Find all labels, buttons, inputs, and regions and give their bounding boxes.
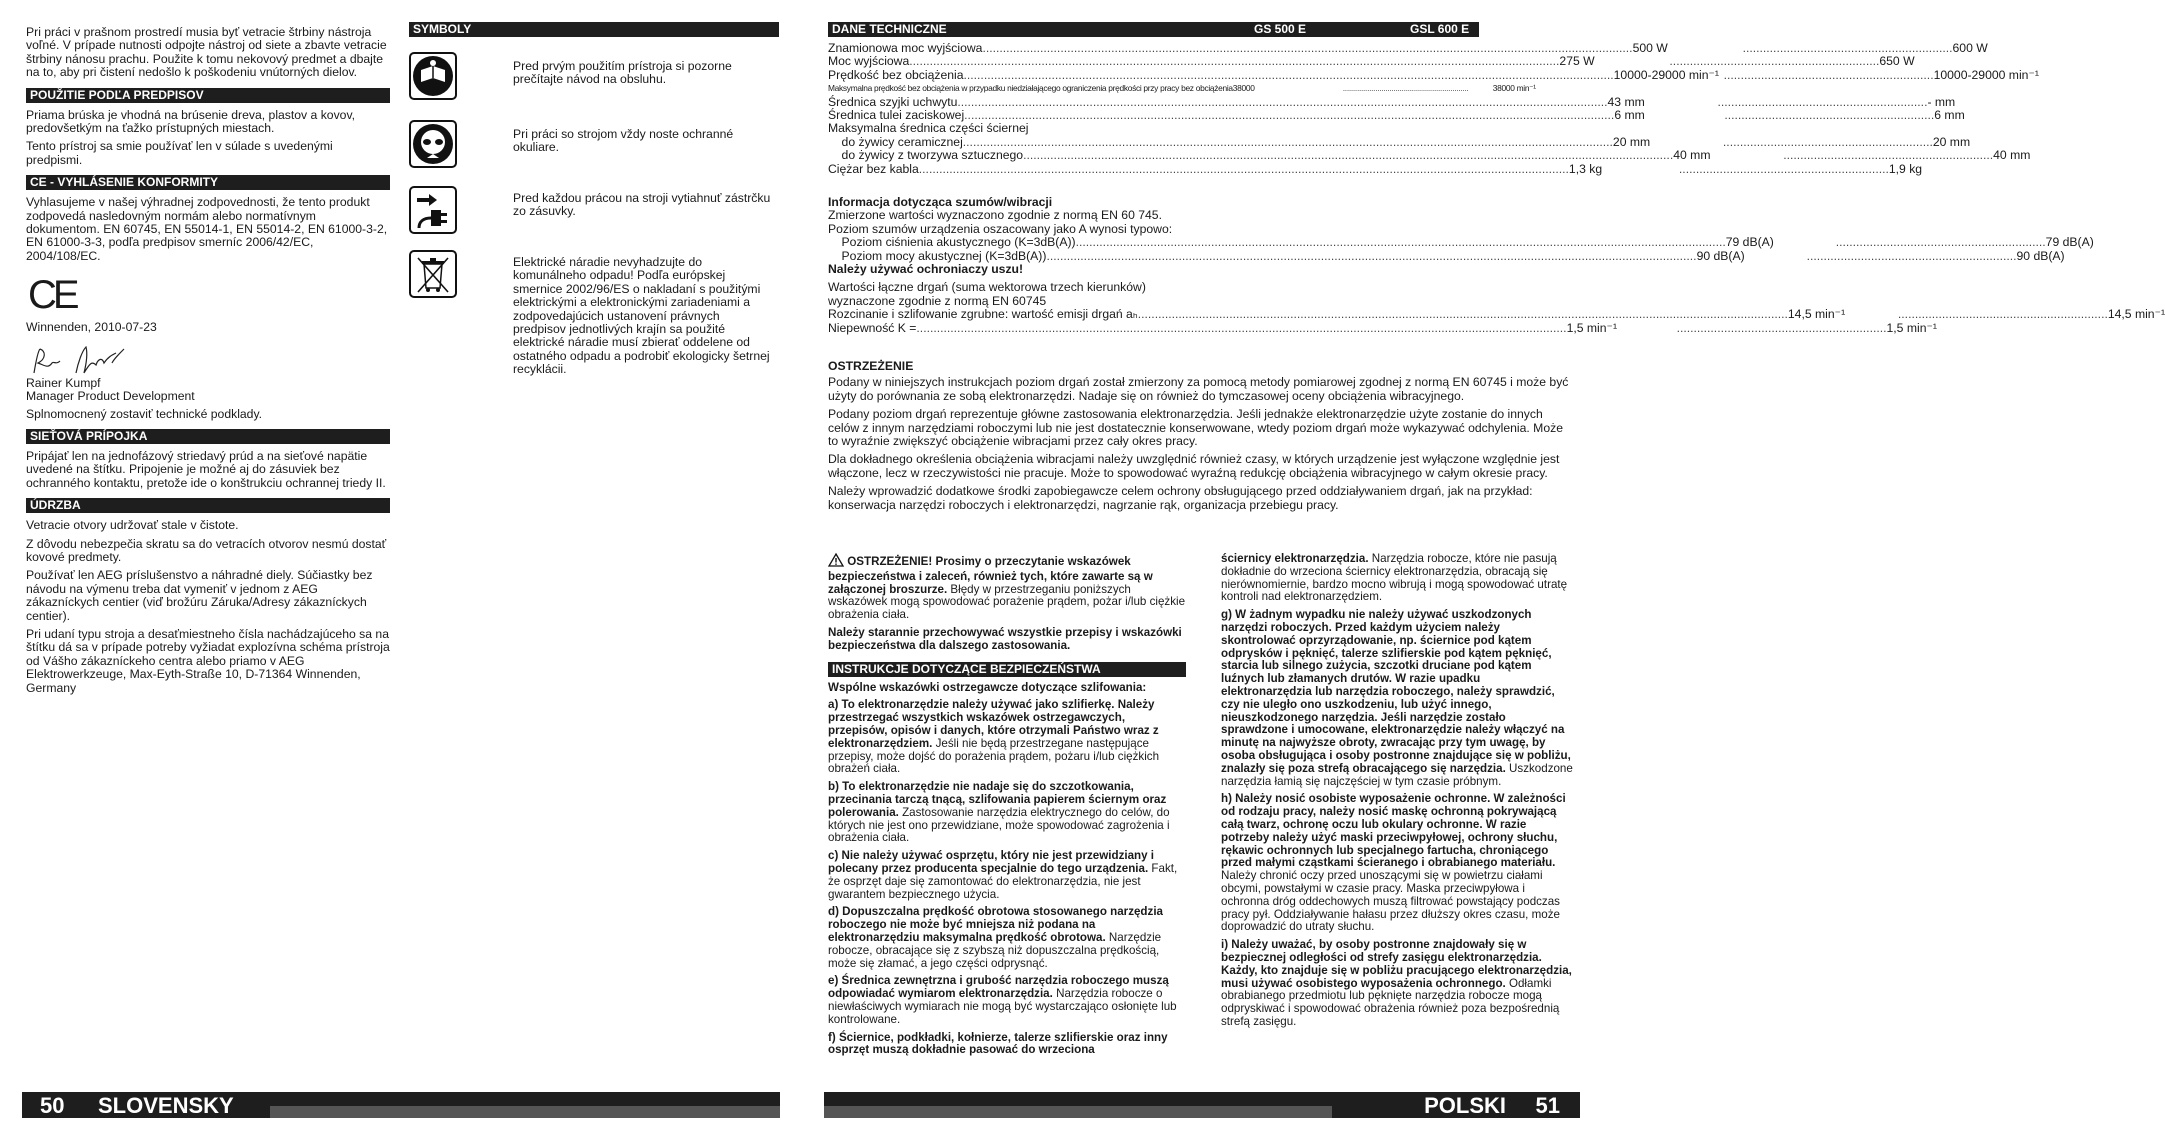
safety-item bbox=[828, 1032, 1186, 1058]
spec-value-model-1: 500 W bbox=[1632, 41, 1668, 55]
dot-leader bbox=[1023, 149, 1673, 162]
spec-row bbox=[828, 54, 1915, 69]
footer-right-page-number: 51 bbox=[1535, 1093, 1560, 1118]
warning-block bbox=[828, 360, 1573, 517]
safety-column-right bbox=[1221, 553, 1573, 1034]
safety-item-bold: e) Średnica zewnętrzna i grubość narzędzia roboczego muszą odpowiadać wymiarom elektronarzędzia. bbox=[828, 974, 1169, 1001]
footer-left-accent bbox=[270, 1106, 780, 1118]
spec-value-model-1: 1,3 kg bbox=[1568, 161, 1603, 176]
footer-right-bar bbox=[824, 1092, 1580, 1118]
dot-leader bbox=[1046, 250, 1696, 263]
spec-value-model-1: 1,5 min⁻¹ bbox=[1566, 320, 1618, 335]
ce-mark-icon: CE bbox=[28, 273, 76, 318]
signature-icon bbox=[26, 343, 390, 377]
spec-value-model-1: 40 mm bbox=[1673, 148, 1711, 163]
safety-item-bold: g) W żadnym wypadku nie należy używać uszkodzonych narzędzi roboczych. Przed każdym użyciem należy skontrolować oprzyrządowanie, np. ściernice pod kątem odprysków i pęknięć, talerze szlifierskie pod kątem pęknięć, starcia lub silnego zużycia, szczotki druciane pod kątem luźnych lub złamanych drutów. W razie upadku elektronarzędzia lub narzędzia roboczego, należy sprawdzić, czy nie uległo ono uszkodzeniu, lub użyć innego, nieuszkodzonego narzędzia. Jeśli narzędzie zostało sprawdzone i umocowane, elektronarzędzie należy włączyć na minutę na najwyższe obroty, zwracając przy tym uwagę, by osoba obsługująca i osoby postronne znajdujące się w pobliżu, znalazły się poza strefą obracającego się narzędzia. bbox=[1221, 608, 1571, 775]
spec-value-model-2: 40 mm bbox=[1993, 148, 2031, 163]
vibration-paragraph-1: Wartości łączne drgań (suma wektorowa trzech kierunków) bbox=[828, 280, 1146, 295]
specs-table bbox=[828, 41, 2039, 176]
noise-paragraph-2: Poziom szumów urządzenia oszacowany jako A wynosi typowo: bbox=[828, 221, 1173, 236]
spec-label: Średnica szyjki uchwytu bbox=[828, 94, 958, 109]
safety-item-text: Odłamki obrabianego przedmiotu lub pęknięte narzędzia robocze mogą odpryskiwać i spowodować obrażenia również poza bezpośrednią strefą zasięgu. bbox=[1221, 976, 1560, 1028]
safety-item-text: Narzędzia robocze, które nie pasują dokładnie do wrzeciona ściernicy elektronarzędzia, obracają się nierównomiernie, bardzo mocno wibrują i mogą spowodować utratę kontroli nad elektronarzędziem. bbox=[1221, 552, 1568, 604]
spec-value-model-1: 275 W bbox=[1559, 54, 1595, 69]
dot-leader bbox=[957, 96, 1607, 109]
spec-row bbox=[828, 82, 1536, 95]
warning-title: OSTRZEŻENIE bbox=[828, 359, 914, 373]
spec-row bbox=[828, 320, 1937, 335]
spec-label: Średnica tulei zaciskowej bbox=[828, 107, 965, 122]
warning-triangle-icon bbox=[828, 553, 844, 571]
safety-item-text: Narzędzia robocze o niewłaściwych wymiarach nie mogą być wystarczająco osłonięte lub kontrolowane. bbox=[828, 987, 1177, 1026]
unplug-icon bbox=[409, 186, 457, 234]
dot-leader bbox=[1076, 236, 1726, 249]
intro-paragraph: Pri práci v prašnom prostredí musia byť vetracie štrbiny nástroja voľné. V prípade nutnosti odpojte nástroj od siete a zbavte vetracie štrbiny nánosu prachu. Použite k tomu nekovový predmet a dbajte na to, aby pri čistení nedošlo k poškodeniu vnútorných dielov. bbox=[26, 25, 387, 80]
noise-rows bbox=[828, 235, 2094, 263]
spec-row bbox=[828, 122, 1479, 135]
noise-paragraph-1: Zmierzone wartości wyznaczono zgodnie z normą EN 60 745. bbox=[828, 208, 1162, 223]
dot-leader bbox=[964, 109, 1614, 122]
dot-leader bbox=[1836, 236, 2046, 249]
footer-left-page-number: 50 bbox=[40, 1093, 65, 1118]
spec-value-model-1: 14,5 min⁻¹ bbox=[1787, 307, 1846, 322]
spec-label: Moc wyjściowa bbox=[828, 54, 910, 69]
mains-paragraph: Pripájať len na jednofázový striedavý prúd a na sieťové napätie uvedené na štítku. Pripojenie je možné aj do zásuviek bez ochranného kontaktu, pretože ide o konštrukciu ochrannej triedy II. bbox=[26, 448, 386, 490]
safety-item bbox=[1221, 793, 1573, 934]
spec-value-model-2: 79 dB(A) bbox=[2045, 235, 2094, 250]
spec-label: do żywicy ceramicznej bbox=[828, 134, 963, 149]
spec-row bbox=[828, 41, 1988, 55]
safety-item-text: Jeśli nie będą przestrzegane następujące przepisy, może dojść do porażenia prądem, pożaru i/lub ciężkich obrażeń ciała. bbox=[828, 736, 1160, 776]
spec-row bbox=[828, 107, 1965, 122]
safety-items-right bbox=[1221, 553, 1573, 1029]
specs-title: DANE TECHNICZNE bbox=[832, 22, 947, 36]
dot-leader bbox=[1743, 42, 1953, 55]
symbol-text-weee: Elektrické náradie nevyhadzujte do komunálneho odpadu! Podľa európskej smernice 2002/96/ES o nakladaní s použitými elektrickými a elektronickými zariadeniami a zodpovedajúcich ustanovení právnych predpisov jednotlivých krajín sa použité elektrické náradie musí zbierať oddelene od ostatného odpadu a podrobiť ekologicky šetrnej recyklácii. bbox=[513, 255, 770, 377]
spec-row bbox=[828, 148, 2031, 163]
ce-paragraph: Vyhlasujeme v našej výhradnej zodpovednosti, že tento produkt zodpovedá nasledovným normám alebo normatívnym dokumentom. EN 60745, EN 55014-1, EN 55014-2, EN 61000-3-2, EN 61000-3-3, podľa predpisov smerníc 2006/42/EC, 2004/108/EC. bbox=[26, 195, 388, 263]
usage-paragraph-1: Priama brúska je vhodná na brúsenie dreva, plastov a kovov, predovšetkým na ťažko prístupných miestach. bbox=[26, 107, 356, 136]
ear-protection-warning: Należy używać ochroniaczy uszu! bbox=[828, 262, 1024, 276]
safety-item bbox=[1221, 939, 1573, 1029]
spec-value-model-2: 20 mm bbox=[1932, 134, 1971, 149]
safety-keep-note: Należy starannie przechowywać wszystkie przepisy i wskazówki bezpieczeństwa dla dalszego zastosowania. bbox=[828, 625, 1182, 652]
section-title-ce: CE - VYHLÁSENIE KONFORMITY bbox=[26, 175, 390, 190]
spec-label: Rozcinanie i szlifowanie zgrubne: wartość emisji drgań aₕ bbox=[828, 307, 1138, 322]
noise-block bbox=[828, 195, 2165, 335]
section-title-symbols: SYMBOLY bbox=[409, 22, 779, 37]
safety-item-text: Zastosowanie narzędzia elektrycznego do celów, do których nie jest ono przewidziane, może spowodować zagrożenia i obrażenia ciała. bbox=[828, 805, 1170, 845]
dot-leader bbox=[1898, 308, 2108, 321]
spec-row bbox=[828, 67, 2039, 82]
maintenance-paragraph-4: Pri udaní typu stroja a desaťmiestneho čísla nachádzajúceho sa na štítku dá sa v prípade potreby vyžiadat explozívna schéma prístroja od Vášho zákazníckeho centra alebo priamo v AEG Elektrowerkzeuge, Max-Eyth-Straße 10, D-71364 Winnenden, Germany bbox=[26, 626, 390, 695]
safety-item bbox=[1221, 553, 1573, 604]
safety-item-bold: h) Należy nosić osobiste wyposażenie ochronne. W zależności od rodzaju pracy, należy nosić maskę ochronną pokrywającą całą twarz, ochronę oczu lub okulary ochronne. W razie potrzeby należy użyć maski przeciwpyłowej, ochrony słuchu, rękawic ochronnych lub specjalnego fartucha, chroniącego przed małymi cząstkami ścieranego i obrabianego materiału. bbox=[1221, 792, 1566, 870]
spec-row bbox=[828, 94, 1956, 109]
safety-item bbox=[828, 699, 1186, 776]
spec-value-model-2: - mm bbox=[1927, 94, 1956, 109]
usage-paragraph-2: Tento prístroj sa smie používať len v súlade s uvedenými predpismi. bbox=[26, 139, 333, 167]
spec-label: Niepewność K = bbox=[828, 320, 917, 335]
safety-alert bbox=[828, 553, 1186, 622]
dot-leader bbox=[1807, 250, 2017, 263]
vibration-rows bbox=[828, 307, 2165, 335]
safety-item-bold: d) Dopuszczalna prędkość obrotowa stosowanego narzędzia roboczego nie może być mniejsza niż podana na elektronarzędziu maksymalna prędkość obrotowa. bbox=[828, 905, 1163, 944]
spec-value-model-1: 10000-29000 min⁻¹ bbox=[1613, 67, 1719, 82]
dot-leader bbox=[964, 69, 1614, 82]
dot-leader bbox=[916, 322, 1566, 335]
safety-column-left bbox=[828, 553, 1186, 1062]
safety-item bbox=[1221, 609, 1573, 788]
section-title-mains: SIEŤOVÁ PRÍPOJKA bbox=[26, 429, 390, 444]
warning-paragraph-4: Należy wprowadzić dodatkowe środki zapobiegawcze celem ochrony obsługującego przed oddziaływaniem drgań, jak na przykład: konserwacja narzędzi roboczych i elektronarzędzi, nagrzanie rąk, organizacja przebiegu pracy. bbox=[828, 484, 1533, 512]
spec-label: Maksymalna prędkość bez obciążenia w przypadku niedziałającego ograniczenia prędkości przy pracy bez obciążenia bbox=[828, 83, 1233, 94]
dot-leader bbox=[1724, 109, 1934, 122]
symbol-text-unplug: Pred každou prácou na stroji vytiahnuť zástrčku zo zásuvky. bbox=[513, 191, 771, 219]
spec-row bbox=[828, 235, 2094, 250]
section-title-maintenance: ÚDRZBA bbox=[26, 498, 390, 513]
spec-value-model-1 bbox=[1679, 122, 1789, 135]
spec-value-model-2: 600 W bbox=[1952, 41, 1988, 55]
signer-name: Rainer Kumpf bbox=[26, 375, 101, 390]
safety-common-heading: Wspólne wskazówki ostrzegawcze dotyczące szlifowania: bbox=[828, 680, 1147, 694]
declaration-date: Winnenden, 2010-07-23 bbox=[26, 320, 157, 335]
safety-item bbox=[828, 850, 1186, 901]
safety-goggles-icon bbox=[409, 120, 457, 168]
spec-row bbox=[828, 307, 2165, 322]
spec-row bbox=[828, 134, 1971, 149]
spec-label: Ciężar bez kabla bbox=[828, 161, 919, 176]
dot-leader bbox=[919, 163, 1569, 176]
read-manual-icon bbox=[409, 52, 457, 100]
spec-value-model-2: 38000 min⁻¹ bbox=[1492, 83, 1536, 94]
signer-role: Manager Product Development bbox=[26, 389, 195, 404]
safety-alert-bold: OSTRZEŻENIE! Prosimy o przeczytanie wskazówek bezpieczeństwa i zaleceń, również tych, które zawarte są w załączonej broszurze. bbox=[828, 555, 1153, 596]
safety-item-bold: b) To elektronarzędzie nie nadaje się do szczotkowania, przecinania tarczą tnącą, szlifowania papierem ściernym oraz polerowania. bbox=[828, 780, 1167, 819]
section-title-usage: POUŽITIE PODĽA PREDPISOV bbox=[26, 88, 390, 103]
warning-paragraph-2: Podany poziom drgań reprezentuje główne zastosowania elektronarzędzia. Jeśli jednakże elektronarzędzie użyte zostanie do innych celów z innym narzędziami roboczymi lub nie jest dostatecznie konserwowane, wtedy poziom drgań może wykazywać odchylenia. Może to wyraźnie zwiększyć obciążenie wibracjami przez cały okres pracy. bbox=[828, 407, 1563, 449]
spec-value-model-2: 6 mm bbox=[1934, 107, 1965, 122]
dot-leader bbox=[909, 55, 1559, 68]
symbol-text-goggles: Pri práci so strojom vždy noste ochranné okuliare. bbox=[513, 127, 734, 155]
dot-leader bbox=[1724, 69, 1934, 82]
warning-paragraph-3: Dla dokładnego określenia obciążenia wibracjami należy uwzględnić również czasy, w których urządzenie jest wyłączone względnie jest włączone, lecz w rzeczywistości nie pracuje. Może to spowodować wyraźną redukcję obciążenia wibracyjnego w całym okresie pracy. bbox=[828, 452, 1560, 480]
dot-leader bbox=[1677, 322, 1887, 335]
noise-title: Informacja dotycząca szumów/wibracji bbox=[828, 195, 1053, 209]
safety-item-bold: ściernicy elektronarzędzia. bbox=[1221, 552, 1369, 565]
spec-label: Poziom mocy akustycznej (K=3dB(A)) bbox=[828, 248, 1047, 263]
dot-leader bbox=[982, 42, 1632, 55]
spec-value-model-1: 90 dB(A) bbox=[1696, 248, 1745, 263]
dot-leader bbox=[963, 136, 1613, 149]
safety-item-bold: f) Ściernice, podkładki, kołnierze, talerze szlifierskie oraz inny osprzęt muszą dokładnie pasować do wrzeciona bbox=[828, 1030, 1168, 1057]
safety-item-bold: c) Nie należy używać osprzętu, który nie jest przewidziany i polecany przez producenta specjalnie do tego urządzenia. bbox=[828, 849, 1155, 875]
maintenance-paragraph-1: Vetracie otvory udržovať stale v čistote. bbox=[26, 518, 239, 533]
specs-model-2: GSL 600 E bbox=[1410, 22, 1470, 36]
spec-label: Prędkość bez obciążenia bbox=[828, 67, 964, 82]
weee-bin-icon bbox=[409, 250, 457, 298]
safety-item bbox=[828, 975, 1186, 1026]
spec-value-model-2: 90 dB(A) bbox=[2016, 248, 2065, 263]
safety-alert-rest: Błędy w przestrzeganiu poniższych wskazówek mogą spowodować porażenie prądem, pożar i/lub ciężkie obrażenia ciała. bbox=[828, 582, 1186, 622]
safety-items-left bbox=[828, 699, 1186, 1057]
spec-value-model-2: 650 W bbox=[1879, 54, 1915, 69]
spec-label: Znamionowa moc wyjściowa bbox=[828, 41, 983, 55]
spec-label: do żywicy z tworzywa sztucznego bbox=[828, 148, 1024, 163]
dot-leader bbox=[1783, 149, 1993, 162]
footer-right-accent bbox=[824, 1106, 1332, 1118]
safety-item-text: Narzędzie robocze, obracające się z szybszą niż dopuszczalna prędkością, może się złamać, a jego części odprysnąć. bbox=[828, 930, 1162, 970]
safety-item-text: Fakt, że osprzęt daje się zamontować do elektronarzędzia, nie jest gwarantem bezpiecznego użycia. bbox=[828, 861, 1178, 901]
spec-value-model-2: 10000-29000 min⁻¹ bbox=[1933, 67, 2039, 82]
spec-value-model-2: 1,5 min⁻¹ bbox=[1886, 320, 1937, 335]
safety-item-text: Uszkodzone narzędzia łamią się najczęściej w tym czasie próbnym. bbox=[1221, 761, 1573, 788]
spec-row bbox=[828, 248, 2065, 263]
footer-right-language: POLSKI bbox=[1424, 1093, 1506, 1118]
footer-left-bar bbox=[22, 1092, 780, 1118]
safety-item-text: Należy chronić oczy przed unoszącymi się w powietrzu ciałami obcymi, powstałymi w czasie pracy. Maska przeciwpyłowa i ochronna dróg oddechowych muszą filtrować powstający podczas pracy pył. Oddziaływanie hałasu przez dłuższy okres czasu, może doprowadzić do utraty słuchu. bbox=[1221, 869, 1560, 934]
dot-leader bbox=[1679, 163, 1889, 176]
maintenance-paragraph-2: Z dôvodu nebezpečia skratu sa do vetracích otvorov nesmú dostať kovové predmety. bbox=[26, 536, 387, 564]
safety-item bbox=[828, 781, 1186, 845]
vibration-paragraph-2: wyznaczone zgodnie z normą EN 60745 bbox=[828, 293, 1047, 308]
safety-item-bold: i) Należy uważać, by osoby postronne znajdowały się w bezpiecznej odległości od strefy zasięgu elektronarzędzia. Każdy, kto znajduje się w pobliżu pracującego elektronarzędzia, musi używać osobistego wyposażenia ochronnego. bbox=[1221, 938, 1572, 990]
section-title-safety: INSTRUKCJE DOTYCZĄCE BEZPIECZEŃSTWA bbox=[828, 662, 1186, 677]
dot-leader bbox=[1718, 96, 1928, 109]
spec-value-model-1: 6 mm bbox=[1614, 107, 1645, 122]
dot-leader bbox=[1138, 308, 1788, 321]
spec-value-model-1: 20 mm bbox=[1612, 134, 1651, 149]
spec-value-model-1: 38000 bbox=[1232, 83, 1255, 94]
dot-leader bbox=[1723, 136, 1933, 149]
specs-model-1: GS 500 E bbox=[1254, 22, 1307, 36]
spec-value-model-2: 1,9 kg bbox=[1888, 161, 1923, 176]
dot-leader bbox=[1669, 55, 1879, 68]
spec-value-model-2: 14,5 min⁻¹ bbox=[2107, 307, 2165, 322]
dot-leader bbox=[1343, 82, 1493, 95]
safety-item-bold: a) To elektronarzędzie należy używać jako szlifierkę. Należy przestrzegać wszystkich wskazówek ostrzegawczych, przepisów, opisów i danych, które otrzymali Państwo wraz z elektronarzędziem. bbox=[828, 698, 1159, 750]
spec-label: Maksymalna średnica części ściernej bbox=[828, 121, 1029, 136]
spec-value-model-1: 43 mm bbox=[1607, 94, 1645, 109]
signer-note: Splnomocnený zostaviť technické podklady. bbox=[26, 406, 263, 421]
spec-row bbox=[828, 161, 1923, 176]
left-column bbox=[26, 26, 390, 700]
spec-label: Poziom ciśnienia akustycznego (K=3dB(A)) bbox=[828, 235, 1076, 250]
spec-value-model-1: 79 dB(A) bbox=[1725, 235, 1774, 250]
symbols-column bbox=[409, 22, 779, 43]
symbol-text-manual: Pred prvým použitím prístroja si pozorne prečítajte návod na obsluhu. bbox=[513, 59, 732, 87]
maintenance-paragraph-3: Používať len AEG príslušenstvo a náhradné diely. Súčiastky bez návodu na výmenu treba dat vymeniť v jednom z AEG zákazníckych centier (viď brožúru Záruka/Adresy zákazníckych centier). bbox=[26, 568, 373, 623]
specs-header bbox=[828, 22, 1479, 37]
warning-paragraph-1: Podany w niniejszych instrukcjach poziom drgań został zmierzony za pomocą metody pomiarowej zgodnej z normą EN 60745 i może być użyty do porównania ze sobą elektronarzędzi. Nadaje się on również do tymczasowej oceny obciążenia wibracyjnego. bbox=[828, 375, 1569, 403]
footer-left-language: SLOVENSKY bbox=[98, 1093, 234, 1118]
safety-item bbox=[828, 906, 1186, 970]
